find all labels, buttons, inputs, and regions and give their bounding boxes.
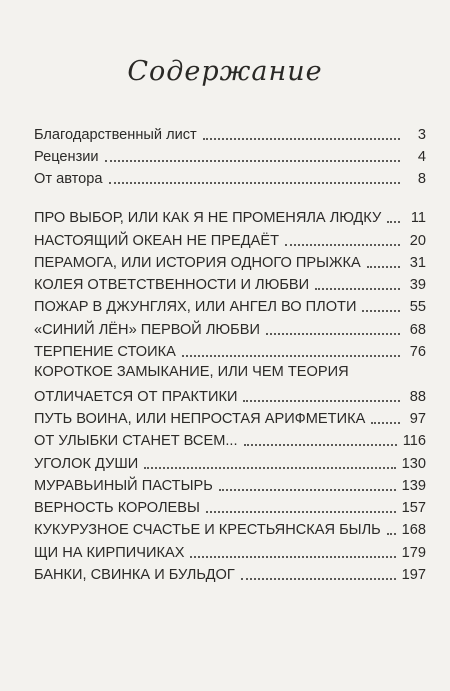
toc-page-number: 97 bbox=[409, 410, 426, 427]
toc-entry-label: Рецензии bbox=[34, 149, 99, 165]
toc-page-number: 20 bbox=[409, 232, 426, 249]
toc-row-chapter bbox=[34, 473, 426, 495]
toc-entry-label: Благодарственный лист bbox=[34, 127, 197, 143]
toc-row-chapter bbox=[34, 250, 426, 272]
leader-dots bbox=[105, 150, 400, 162]
toc-entry-label: ОТ УЛЫБКИ СТАНЕТ ВСЕМ... bbox=[34, 433, 238, 450]
toc-entry-label: МУРАВЬИНЫЙ ПАСТЫРЬ bbox=[34, 477, 213, 494]
toc-row-chapter bbox=[34, 406, 426, 428]
toc-entry-label-line1: КОРОТКОЕ ЗАМЫКАНИЕ, ИЛИ ЧЕМ ТЕОРИЯ bbox=[34, 364, 349, 381]
toc-row-chapter bbox=[34, 227, 426, 249]
leader-dots bbox=[241, 568, 396, 580]
leader-dots bbox=[371, 412, 400, 424]
toc-entry-label: ПУТЬ ВОИНА, ИЛИ НЕПРОСТАЯ АРИФМЕТИКА bbox=[34, 410, 366, 427]
table-of-contents bbox=[34, 122, 426, 584]
toc-row-chapter bbox=[34, 205, 426, 227]
leader-dots bbox=[362, 300, 400, 312]
toc-entry-label: ЩИ НА КИРПИЧИКАХ bbox=[34, 544, 185, 561]
toc-page-number: 130 bbox=[401, 455, 426, 472]
toc-entry-label: От автора bbox=[34, 171, 103, 187]
toc-entry-label: КУКУРУЗНОЕ СЧАСТЬЕ И КРЕСТЬЯНСКАЯ БЫЛЬ bbox=[34, 522, 381, 539]
toc-page-number: 11 bbox=[410, 210, 426, 227]
toc-row-chapter bbox=[34, 450, 426, 472]
leader-dots bbox=[315, 278, 400, 290]
leader-dots bbox=[190, 546, 395, 558]
toc-entry-label: «СИНИЙ ЛЁН» ПЕРВОЙ ЛЮБВИ bbox=[34, 321, 260, 338]
toc-entry-label: ВЕРНОСТЬ КОРОЛЕВЫ bbox=[34, 500, 200, 517]
leader-dots bbox=[285, 234, 400, 246]
toc-page-number: 168 bbox=[401, 522, 426, 539]
leader-dots bbox=[109, 172, 400, 184]
toc-entry-label-line2: ОТЛИЧАЕТСЯ ОТ ПРАКТИКИ bbox=[34, 388, 238, 405]
toc-row-front-2 bbox=[34, 144, 426, 166]
section-gap bbox=[34, 188, 426, 205]
toc-row-chapter bbox=[34, 539, 426, 561]
leader-dots bbox=[387, 523, 396, 535]
toc-page-number: 76 bbox=[409, 344, 426, 361]
toc-row-chapter bbox=[34, 495, 426, 517]
toc-page-number: 3 bbox=[417, 127, 426, 143]
toc-entry-label: НАСТОЯЩИЙ ОКЕАН НЕ ПРЕДАЁТ bbox=[34, 232, 280, 249]
toc-page-number: 39 bbox=[409, 277, 426, 294]
toc-page-number: 31 bbox=[409, 254, 426, 271]
leader-dots bbox=[367, 256, 400, 268]
toc-entry-label: БАНКИ, СВИНКА И БУЛЬДОГ bbox=[34, 567, 235, 584]
toc-page-number: 157 bbox=[401, 500, 426, 517]
toc-page-number: 197 bbox=[401, 567, 426, 584]
toc-row-chapter-wrapped bbox=[34, 361, 426, 406]
toc-entry-label: ПОЖАР В ДЖУНГЛЯХ, ИЛИ АНГЕЛ ВО ПЛОТИ bbox=[34, 299, 357, 316]
toc-page-number: 139 bbox=[401, 477, 426, 494]
toc-page-number: 68 bbox=[409, 321, 426, 338]
toc-row-chapter bbox=[34, 316, 426, 338]
toc-entry-label: ТЕРПЕНИЕ СТОИКА bbox=[34, 344, 176, 361]
leader-dots bbox=[206, 501, 396, 513]
leader-dots bbox=[266, 323, 400, 335]
toc-page-number: 116 bbox=[402, 433, 426, 450]
toc-page-number: 88 bbox=[409, 388, 426, 405]
toc-entry-label: ПЕРАМОГА, ИЛИ ИСТОРИЯ ОДНОГО ПРЫЖКА bbox=[34, 254, 361, 271]
toc-row-front-1 bbox=[34, 122, 426, 144]
toc-row-chapter bbox=[34, 294, 426, 316]
toc-page-number: 55 bbox=[409, 299, 426, 316]
leader-dots bbox=[219, 479, 396, 491]
toc-row-chapter bbox=[34, 562, 426, 584]
toc-entry-label: УГОЛОК ДУШИ bbox=[34, 455, 139, 472]
leader-dots bbox=[387, 211, 400, 223]
toc-row-chapter bbox=[34, 339, 426, 361]
toc-row-front-3 bbox=[34, 166, 426, 188]
leader-dots bbox=[244, 434, 397, 446]
leader-dots bbox=[182, 345, 400, 357]
toc-entry-label: ПРО ВЫБОР, ИЛИ КАК Я НЕ ПРОМЕНЯЛА ЛЮДКУ bbox=[34, 210, 382, 227]
toc-page-number: 179 bbox=[401, 544, 426, 561]
leader-dots bbox=[243, 390, 400, 402]
toc-row-chapter bbox=[34, 517, 426, 539]
toc-page-number: 4 bbox=[417, 149, 426, 165]
toc-entry-label: КОЛЕЯ ОТВЕТСТВЕННОСТИ И ЛЮБВИ bbox=[34, 277, 310, 294]
page-title: Содержание bbox=[127, 56, 323, 87]
toc-row-chapter bbox=[34, 272, 426, 294]
leader-dots bbox=[203, 128, 400, 140]
leader-dots bbox=[144, 457, 395, 469]
toc-page-number: 8 bbox=[417, 171, 426, 187]
toc-row-chapter bbox=[34, 428, 426, 450]
